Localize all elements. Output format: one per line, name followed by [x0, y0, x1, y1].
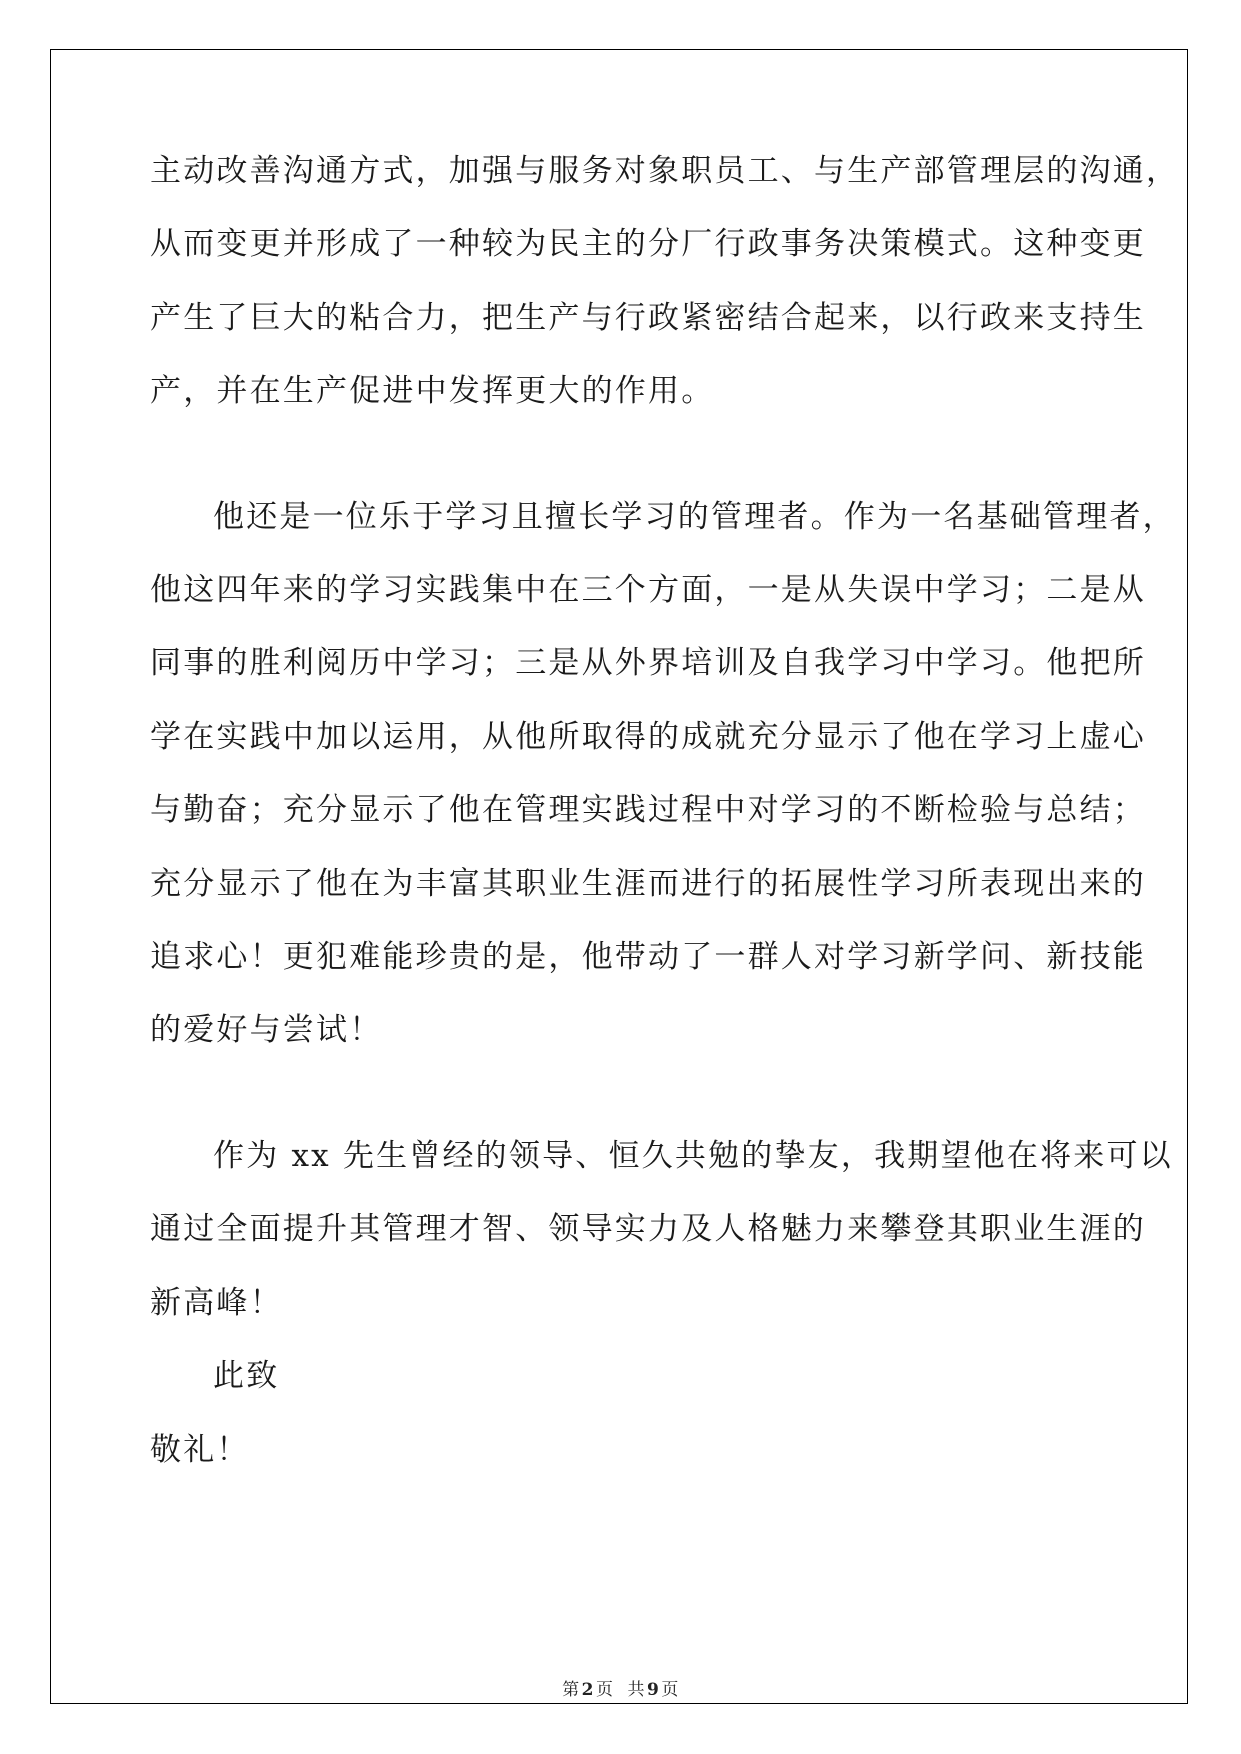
text-line: 的爱好与尝试！ — [150, 1012, 383, 1048]
text-line: 新高峰！ — [150, 1285, 283, 1321]
text-line: 与勤奋；充分显示了他在管理实践过程中对学习的不断检验与总结； — [150, 792, 1146, 828]
paragraph-start-line: 作为 xx 先生曾经的领导、恒久共勉的挚友，我期望他在将来可以 — [213, 1138, 1173, 1174]
page-footer — [0, 1675, 1241, 1700]
text-line: 从而变更并形成了一种较为民主的分厂行政事务决策模式。这种变更 — [150, 226, 1146, 262]
closing-regards: 敬礼！ — [150, 1432, 250, 1468]
text-line: 同事的胜利阅历中学习；三是从外界培训及自我学习中学习。他把所 — [150, 645, 1146, 681]
text-line: 通过全面提升其管理才智、领导实力及人格魅力来攀登其职业生涯的 — [150, 1211, 1146, 1247]
closing-salutation: 此致 — [213, 1358, 280, 1394]
paragraph-start-line: 他还是一位乐于学习且擅长学习的管理者。作为一名基础管理者， — [213, 499, 1176, 535]
text-line: 主动改善沟通方式，加强与服务对象职员工、与生产部管理层的沟通， — [150, 153, 1180, 189]
page-unit: 页 — [596, 1680, 614, 1700]
text-line: 充分显示了他在为丰富其职业生涯而进行的拓展性学习所表现出来的 — [150, 866, 1146, 902]
text-line: 学在实践中加以运用，从他所取得的成就充分显示了他在学习上虚心 — [150, 719, 1146, 755]
text-line: 产，并在生产促进中发挥更大的作用。 — [150, 373, 715, 409]
page-prefix: 第 — [562, 1680, 580, 1700]
text-line: 追求心！更犯难能珍贵的是，他带动了一群人对学习新学问、新技能 — [150, 939, 1146, 975]
text-line: 他这四年来的学习实践集中在三个方面，一是从失误中学习；二是从 — [150, 572, 1146, 608]
total-prefix: 共 — [627, 1680, 645, 1700]
text-line: 产生了巨大的粘合力，把生产与行政紧密结合起来，以行政来支持生 — [150, 300, 1146, 336]
total-unit: 页 — [661, 1680, 679, 1700]
total-page-number: 9 — [647, 1680, 660, 1700]
current-page-number: 2 — [581, 1680, 594, 1700]
